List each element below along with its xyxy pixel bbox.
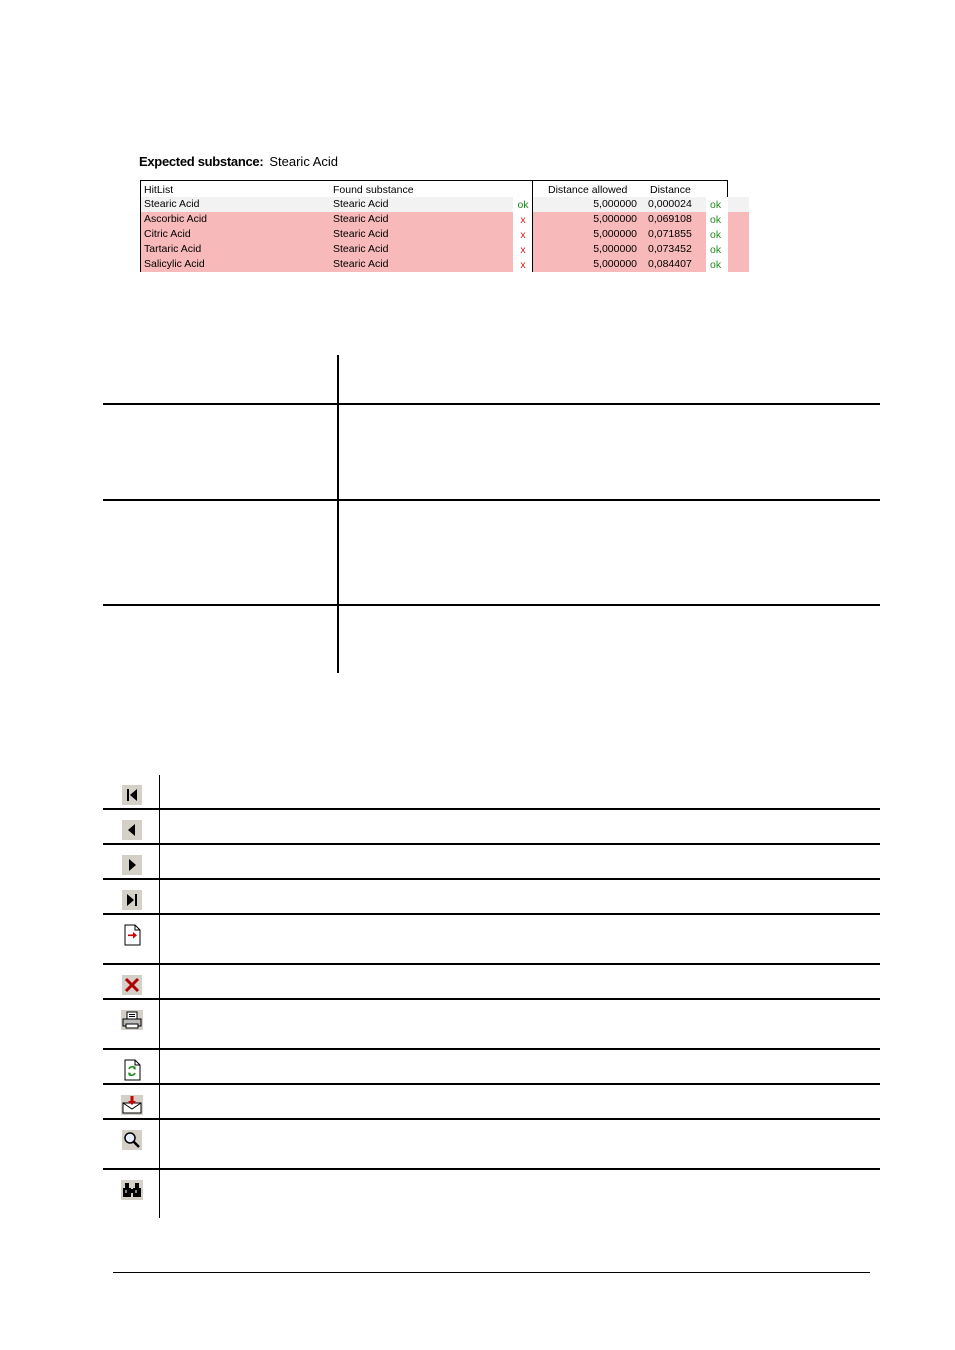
- hitlist-header: [141, 183, 727, 198]
- row-distance: 0,071855: [648, 228, 692, 240]
- row-hit: Tartaric Acid: [144, 243, 202, 255]
- header-distance-allowed: Distance allowed: [548, 184, 628, 196]
- previous-record-icon[interactable]: [121, 819, 143, 841]
- row-found: Stearic Acid: [333, 258, 389, 270]
- mail-icon[interactable]: [121, 1094, 143, 1116]
- icon-row-rule: [103, 963, 880, 965]
- expected-substance-value: Stearic Acid: [269, 154, 339, 169]
- row-allowed: 5,000000: [593, 243, 637, 255]
- row-found: Stearic Acid: [333, 198, 389, 210]
- row-distance: 0,000024: [648, 198, 692, 210]
- row-hit: Stearic Acid: [144, 198, 200, 210]
- row-hit: Ascorbic Acid: [144, 213, 208, 225]
- export-document-icon[interactable]: [121, 924, 143, 946]
- row-status: ok: [710, 259, 722, 271]
- hitlist-row[interactable]: [141, 212, 749, 227]
- expected-substance-label: Expected substance:: [139, 154, 264, 169]
- delete-icon[interactable]: [121, 974, 143, 996]
- hitlist-table: [140, 180, 750, 274]
- icon-row-rule: [103, 843, 880, 845]
- row-found: Stearic Acid: [333, 228, 389, 240]
- row-distance: 0,084407: [648, 258, 692, 270]
- refresh-icon[interactable]: [121, 1059, 143, 1081]
- row-status: ok: [710, 214, 722, 226]
- icon-row-rule: [103, 1168, 880, 1170]
- row-match-mark: x: [520, 214, 526, 226]
- row-allowed: 5,000000: [593, 258, 637, 270]
- last-record-icon[interactable]: [121, 889, 143, 911]
- hitlist-row[interactable]: [141, 227, 749, 242]
- row-match-mark: x: [520, 259, 526, 271]
- icon-column-divider: [159, 775, 160, 1218]
- header-hitlist: HitList: [144, 184, 174, 196]
- header-distance: Distance: [650, 184, 691, 196]
- row-found: Stearic Acid: [333, 213, 389, 225]
- icon-row-rule: [103, 913, 880, 915]
- table-row-rule: [103, 403, 880, 405]
- icon-row-rule: [103, 878, 880, 880]
- icon-row-rule: [103, 1083, 880, 1085]
- hitlist-row[interactable]: [141, 257, 749, 272]
- find-binoculars-icon[interactable]: [121, 1179, 143, 1201]
- row-allowed: 5,000000: [593, 213, 637, 225]
- row-status: ok: [710, 199, 722, 211]
- header-found-substance: Found substance: [333, 184, 414, 196]
- next-record-icon[interactable]: [121, 854, 143, 876]
- first-record-icon[interactable]: [121, 784, 143, 806]
- row-distance: 0,069108: [648, 213, 692, 225]
- table-row-rule: [103, 499, 880, 501]
- row-status: ok: [710, 229, 722, 241]
- table-row-rule: [103, 604, 880, 606]
- hitlist-row[interactable]: [141, 197, 749, 212]
- row-hit: Citric Acid: [144, 228, 191, 240]
- icon-row-rule: [103, 998, 880, 1000]
- row-match-mark: ok: [517, 199, 529, 211]
- row-match-mark: x: [520, 244, 526, 256]
- expected-substance: [139, 154, 338, 169]
- hitlist-row[interactable]: [141, 242, 749, 257]
- row-found: Stearic Acid: [333, 243, 389, 255]
- hitlist-column-separator: [532, 180, 533, 272]
- row-distance: 0,073452: [648, 243, 692, 255]
- row-allowed: 5,000000: [593, 198, 637, 210]
- icon-row-rule: [103, 1048, 880, 1050]
- footer-rule: [113, 1272, 870, 1273]
- icon-row-rule: [103, 1118, 880, 1120]
- zoom-icon[interactable]: [121, 1129, 143, 1151]
- row-allowed: 5,000000: [593, 228, 637, 240]
- icon-row-rule: [103, 808, 880, 810]
- print-icon[interactable]: [121, 1009, 143, 1031]
- row-hit: Salicylic Acid: [144, 258, 205, 270]
- row-status: ok: [710, 244, 722, 256]
- row-match-mark: x: [520, 229, 526, 241]
